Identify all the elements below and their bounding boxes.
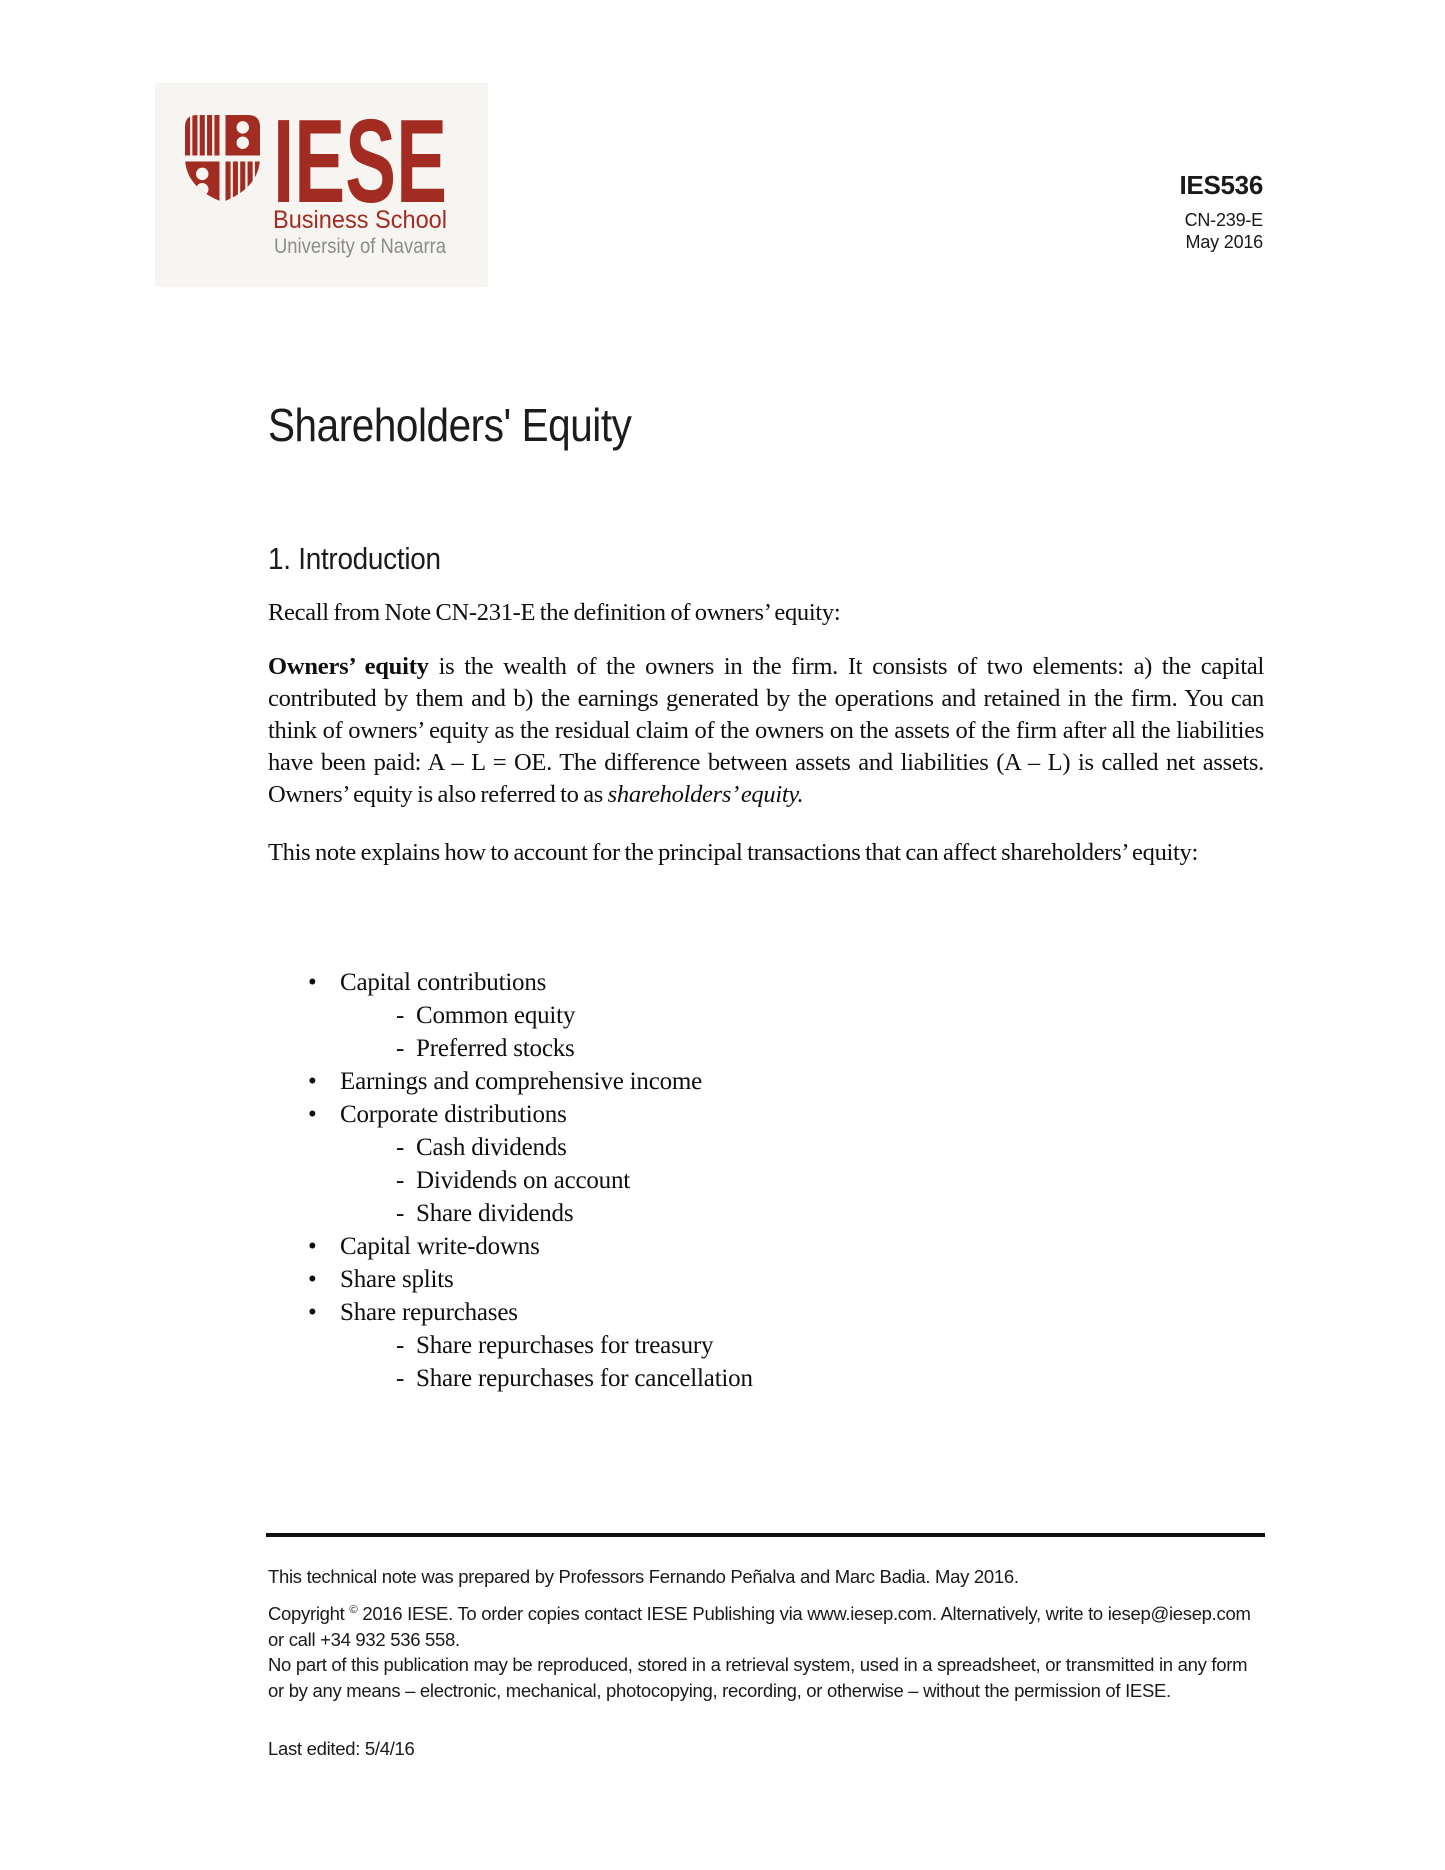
document-date: May 2016	[1185, 232, 1263, 252]
copyright-block	[268, 1601, 1266, 1703]
bullet-icon: •	[308, 1101, 317, 1128]
logo-tagline: University of Navarra	[274, 235, 447, 258]
list-item	[268, 1230, 1264, 1263]
copyright-text: 2016 IESE. To order copies contact IESE Publishing via www.iesep.com. Alternatively, write to iesep@iesep.com or call +34 932 536 558.	[268, 1603, 1251, 1650]
list-item-label: Cash dividends	[416, 1134, 567, 1161]
list-item-label: Common equity	[416, 1002, 576, 1029]
list-item-label: Capital contributions	[340, 969, 547, 996]
list-subitem	[268, 1164, 1264, 1197]
document-reference: CN-239-E	[1184, 210, 1263, 230]
copyright-prefix: Copyright	[268, 1603, 350, 1624]
list-subitem	[268, 1131, 1264, 1164]
definition-paragraph	[268, 651, 1264, 811]
list-item-label: Capital write-downs	[340, 1233, 540, 1260]
footer-divider	[266, 1533, 1265, 1537]
list-item-label: Share repurchases for cancellation	[416, 1365, 753, 1392]
bullet-icon: •	[308, 1068, 317, 1095]
logo-subtitle: Business School	[273, 206, 447, 234]
rights-line: No part of this publication may be reproduced, stored in a retrieval system, used in a spreadsheet, or transmitted in any form or by any means – electronic, mechanical, photocopying, recording, or otherwise – without the permission of IESE.	[268, 1654, 1248, 1701]
dash-icon: -	[396, 1365, 405, 1392]
list-subitem	[268, 1329, 1264, 1362]
topics-list	[268, 966, 1264, 1395]
dash-icon: -	[396, 1002, 405, 1029]
dash-icon: -	[396, 1134, 405, 1161]
prepared-by-note: This technical note was prepared by Professors Fernando Peñalva and Marc Badia. May 2016.	[268, 1566, 1019, 1587]
list-item-label: Dividends on account	[416, 1167, 631, 1194]
bullet-icon: •	[308, 1299, 317, 1326]
intro-paragraph: Recall from Note CN-231-E the definition of owners’ equity:	[268, 599, 841, 626]
section-heading: 1. Introduction	[268, 541, 441, 576]
list-subitem	[268, 1362, 1264, 1395]
copyright-line	[268, 1601, 1266, 1652]
list-item	[268, 966, 1264, 999]
list-subitem	[268, 1032, 1264, 1065]
list-item	[268, 1296, 1264, 1329]
dash-icon: -	[396, 1332, 405, 1359]
list-item	[268, 1065, 1264, 1098]
definition-term: Owners’ equity	[268, 653, 429, 680]
copyright-symbol: ©	[349, 1603, 358, 1616]
bullet-icon: •	[308, 1266, 317, 1293]
page-title: Shareholders' Equity	[268, 399, 632, 451]
document-id: IES536	[1179, 170, 1263, 200]
list-item-label: Preferred stocks	[416, 1035, 575, 1062]
list-item	[268, 1263, 1264, 1296]
last-edited-note: Last edited: 5/4/16	[268, 1738, 415, 1759]
list-item-label: Share splits	[340, 1266, 454, 1293]
iese-logo	[155, 83, 488, 287]
scope-paragraph: This note explains how to account for the principal transactions that can affect shareholders’ equity:	[268, 839, 1199, 866]
list-item-label: Share repurchases	[340, 1299, 518, 1326]
list-item	[268, 1098, 1264, 1131]
definition-synonym: shareholders’ equity.	[607, 781, 804, 808]
list-item-label: Corporate distributions	[340, 1101, 567, 1128]
document-header-meta	[1180, 170, 1264, 253]
logo-wordmark: IESE	[273, 95, 447, 228]
list-subitem	[268, 1197, 1264, 1230]
iese-logo-svg	[155, 83, 488, 287]
list-subitem	[268, 999, 1264, 1032]
bullet-icon: •	[308, 969, 317, 996]
list-item-label: Earnings and comprehensive income	[340, 1068, 703, 1095]
definition-body: is the wealth of the owners in the firm. It consists of two elements: a) the capital contributed by them and b) the earnings generated by the operations and retained in the firm. You can think of owners’ equity as the residual claim of the owners on the assets of the firm after all the liabilities have been paid: A – L = OE. The difference between assets and liabilities (A – L) is called net assets. Owners’ equity is also referred to as	[268, 653, 1264, 808]
list-item-label: Share dividends	[416, 1200, 574, 1227]
list-item-label: Share repurchases for treasury	[416, 1332, 714, 1359]
dash-icon: -	[396, 1035, 405, 1062]
bullet-icon: •	[308, 1233, 317, 1260]
dash-icon: -	[396, 1200, 405, 1227]
dash-icon: -	[396, 1167, 405, 1194]
